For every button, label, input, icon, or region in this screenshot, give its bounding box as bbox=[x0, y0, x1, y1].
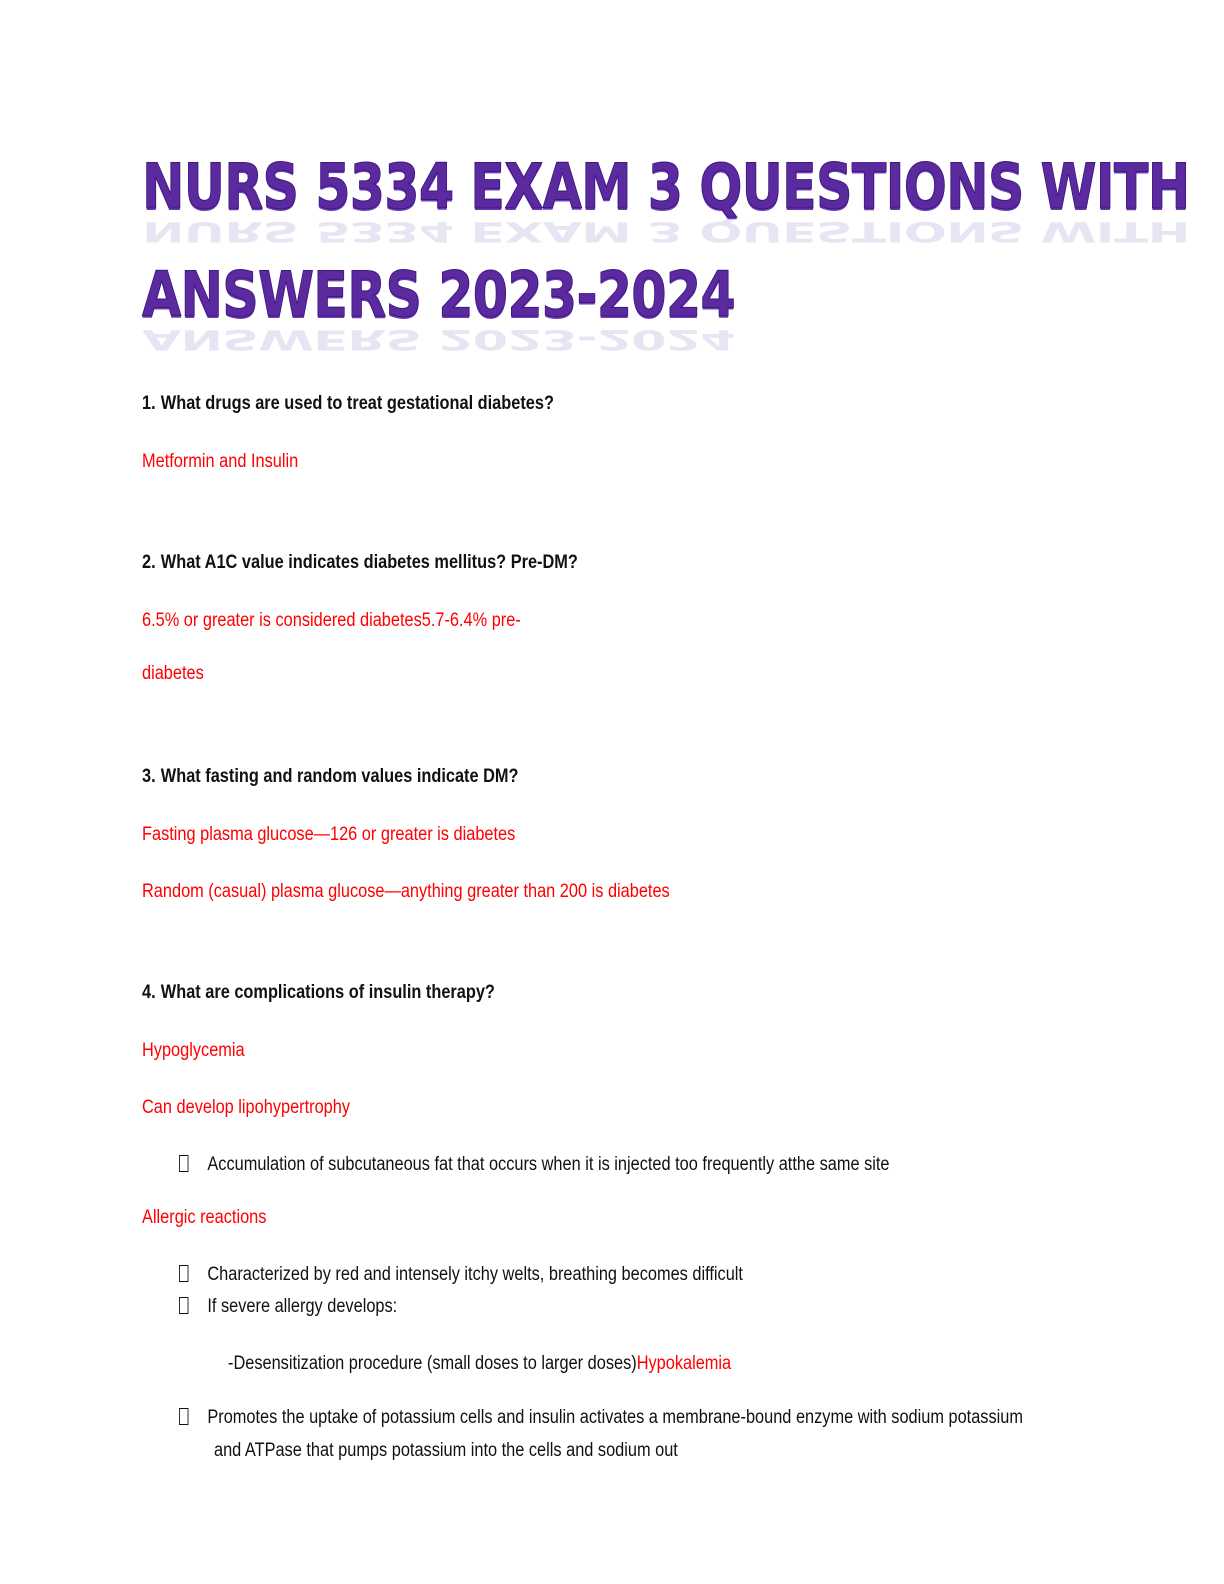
question-2 bbox=[142, 551, 578, 575]
title-line-2-reflection: ANSWERS 2023-2024 bbox=[142, 323, 735, 357]
sub-item-desensitization bbox=[228, 1352, 731, 1376]
sub-item-hypokalemia: Hypokalemia bbox=[636, 1353, 732, 1374]
bullet-item-4-continuation: and ATPase that pumps potassium into the cells and sodium out bbox=[214, 1440, 678, 1461]
title-line-2: ANSWERS 2023-2024 bbox=[142, 258, 735, 331]
answer-4-lipohypertrophy: Can develop lipohypertrophy bbox=[142, 1097, 351, 1118]
bullet-text: If severe allergy develops: bbox=[207, 1296, 398, 1317]
sub-item-text: -Desensitization procedure (small doses to larger doses) bbox=[228, 1353, 637, 1374]
title-line-1: NURS 5334 EXAM 3 QUESTIONS WITH bbox=[142, 150, 1190, 223]
answer-1-line-1: Metformin and Insulin bbox=[142, 451, 299, 472]
bullet-box-icon bbox=[179, 1408, 188, 1425]
bullet-item-3 bbox=[179, 1295, 397, 1319]
bullet-item-1 bbox=[179, 1153, 890, 1177]
answer-4-hypoglycemia: Hypoglycemia bbox=[142, 1040, 245, 1061]
answer-3-line-2: Random (casual) plasma glucose—anything greater than 200 is diabetes bbox=[142, 881, 670, 902]
question-1 bbox=[142, 392, 554, 416]
bullet-box-icon bbox=[179, 1265, 188, 1282]
title-line-1-reflection: NURS 5334 EXAM 3 QUESTIONS WITH bbox=[142, 215, 1190, 249]
question-text: What are complications of insulin therapy? bbox=[160, 982, 495, 1003]
bullet-text: Accumulation of subcutaneous fat that occurs when it is injected too frequently atthe same site bbox=[207, 1154, 890, 1175]
bullet-item-4 bbox=[179, 1406, 1023, 1430]
question-number: 3. bbox=[142, 766, 156, 787]
question-number: 4. bbox=[142, 982, 156, 1003]
bullet-text: Promotes the uptake of potassium cells and insulin activates a membrane-bound enzyme with sodium potassium bbox=[207, 1407, 1023, 1428]
bullet-box-icon bbox=[179, 1155, 188, 1172]
answer-2-line-1: 6.5% or greater is considered diabetes5.7-6.4% pre- bbox=[142, 610, 521, 631]
bullet-item-2 bbox=[179, 1263, 743, 1287]
answer-3-line-1: Fasting plasma glucose—126 or greater is diabetes bbox=[142, 824, 516, 845]
question-number: 2. bbox=[142, 552, 156, 573]
question-text: What fasting and random values indicate DM? bbox=[160, 766, 519, 787]
question-text: What A1C value indicates diabetes mellitus? Pre-DM? bbox=[160, 552, 578, 573]
question-4 bbox=[142, 981, 495, 1005]
bullet-box-icon bbox=[179, 1297, 188, 1314]
answer-2-line-2: diabetes bbox=[142, 663, 204, 684]
question-text: What drugs are used to treat gestational diabetes? bbox=[160, 393, 554, 414]
question-number: 1. bbox=[142, 393, 156, 414]
answer-4-allergic-reactions: Allergic reactions bbox=[142, 1207, 267, 1228]
bullet-text: Characterized by red and intensely itchy welts, breathing becomes difficult bbox=[207, 1264, 743, 1285]
question-3 bbox=[142, 765, 519, 789]
